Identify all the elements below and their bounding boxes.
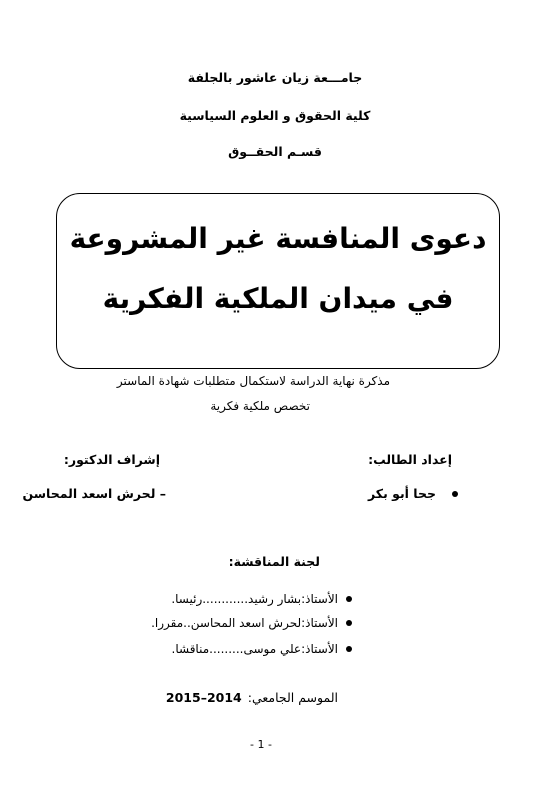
bullet-icon [346, 646, 352, 652]
supervisor-name: – لحرش اسعد المحاسن [22, 486, 166, 501]
jury-member [171, 592, 352, 606]
faculty-name: كلية الحقوق و العلوم السياسية [179, 108, 371, 123]
page-number: - 1 - [250, 738, 272, 751]
academic-year [166, 690, 338, 705]
title-box [56, 193, 500, 369]
university-name: جامـــعة زيان عاشور بالجلفة [187, 70, 363, 85]
student-entry [368, 486, 458, 501]
supervisor-label: إشراف الدكتور: [63, 452, 160, 467]
bullet-icon [346, 620, 352, 626]
department-name: قسـم الحقــوق [228, 144, 322, 159]
jury-heading: لجنة المناقشة: [228, 554, 320, 569]
student-label: إعداد الطالب: [368, 452, 452, 467]
thesis-description: مذكرة نهاية الدراسة لاستكمال متطلبات شهادة الماستر [116, 374, 390, 388]
specialization: تخصص ملكية فكرية [210, 399, 310, 413]
bullet-icon [452, 491, 458, 497]
jury-member [151, 616, 352, 630]
jury-member-text: الأستاذ:بشار رشيد............رئيسا. [171, 592, 338, 606]
academic-year-value: 2014–2015 [165, 690, 242, 705]
thesis-title-line-2: في ميدان الملكية الفكرية [102, 282, 454, 315]
jury-member-text: الأستاذ:لحرش اسعد المحاسن..مقررا. [151, 616, 338, 630]
academic-year-label: الموسم الجامعي: [247, 690, 338, 705]
student-name: جحا أبو بكر [368, 486, 436, 501]
jury-member [172, 642, 352, 656]
bullet-icon [346, 596, 352, 602]
jury-member-text: الأستاذ:علي موسى.........مناقشا. [171, 642, 338, 656]
thesis-title-line-1: دعوى المنافسة غير المشروعة [69, 222, 487, 255]
